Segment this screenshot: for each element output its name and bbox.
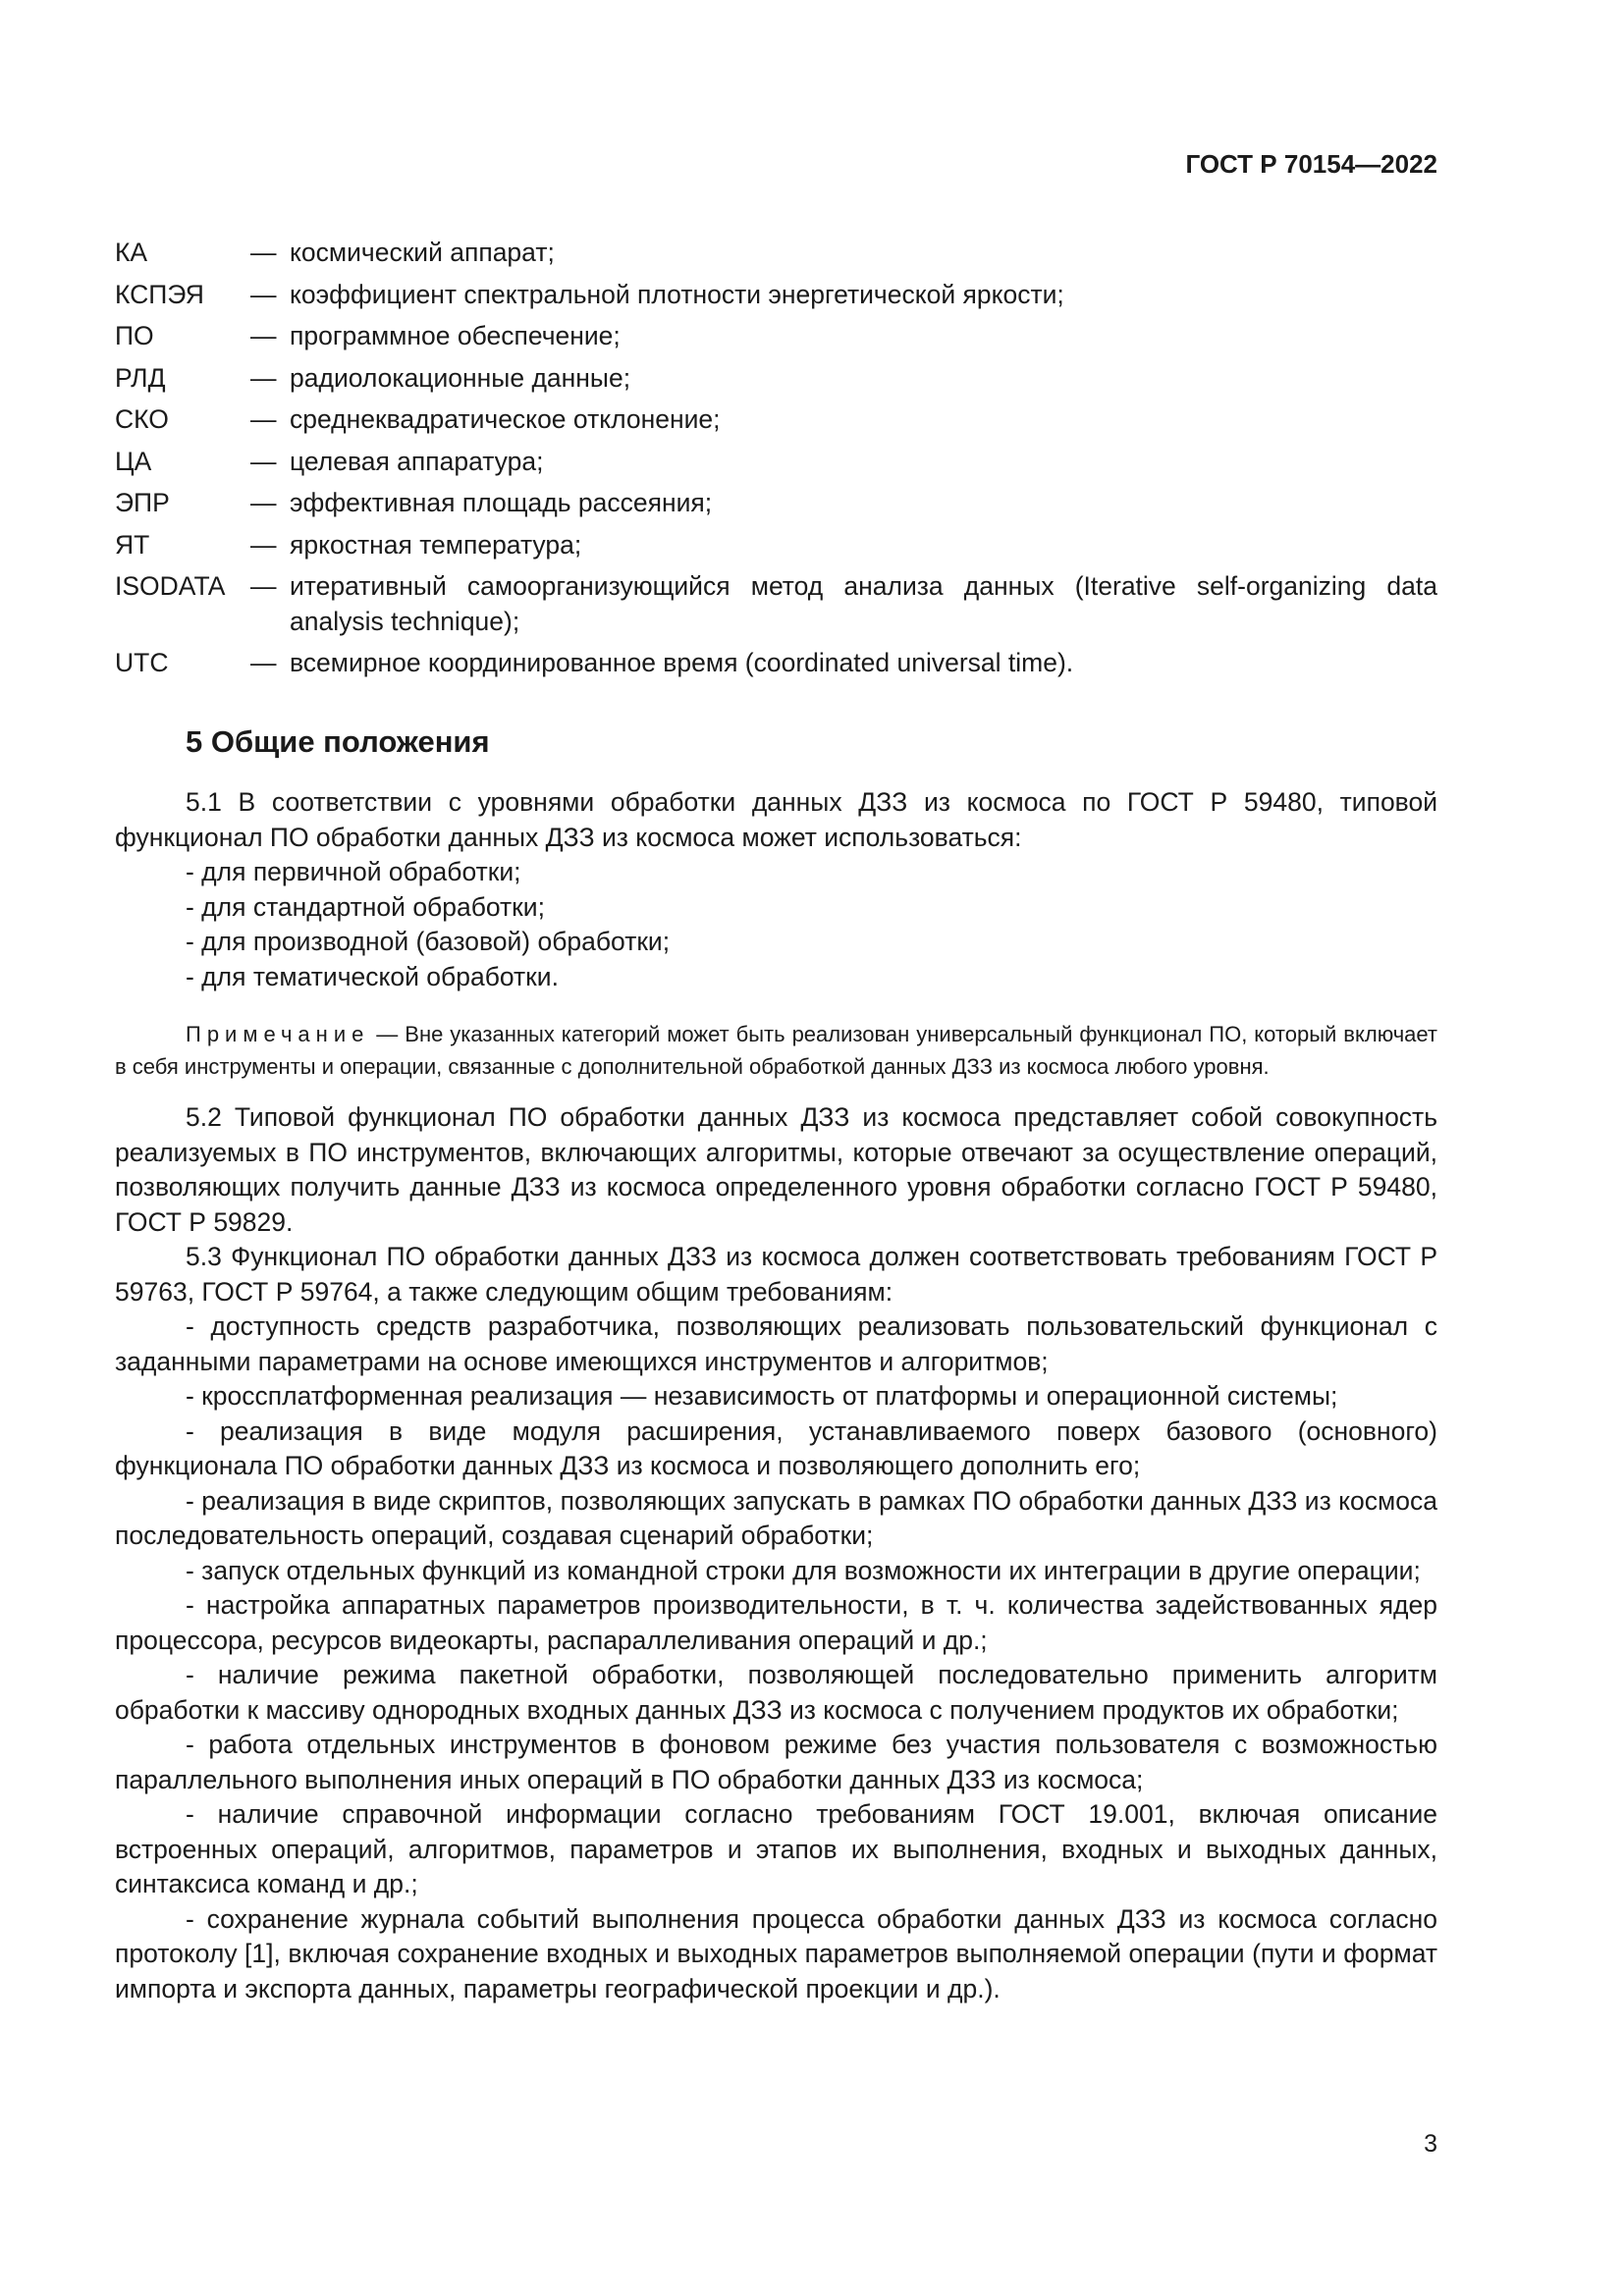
- abbreviation-term: КА: [115, 238, 148, 267]
- list-item: - кроссплатформенная реализация — независимость от платформы и операционной системы;: [186, 1381, 1338, 1411]
- abbreviation-dash: —: [250, 362, 277, 393]
- list-item: - настройка аппаратных параметров производительности, в т. ч. количества задействованных ядер процессора, ресурсов видеокарты, распараллеливания операций и др.;: [115, 1590, 1437, 1655]
- abbreviation-dash: —: [250, 238, 277, 267]
- abbreviation-dash: —: [250, 404, 277, 434]
- note: [115, 1018, 1437, 1083]
- abbreviation-dash: —: [250, 571, 277, 601]
- paragraph-5-2: 5.2 Типовой функционал ПО обработки данных ДЗЗ из космоса представляет собой совокупность реализуемых в ПО инструментов, включающих алгоритмы, которые отвечают за осуществление операций, позволяющих получить данные ДЗЗ из космоса определенного уровня обработки согласно ГОСТ Р 59480, ГОСТ Р 59829.: [115, 1102, 1437, 1237]
- abbreviation-row: [115, 486, 1437, 521]
- abbreviation-row: [115, 528, 1437, 563]
- abbreviation-row: [115, 445, 1437, 480]
- abbreviation-list: [115, 236, 1437, 688]
- abbreviation-term: UTC: [115, 648, 169, 677]
- paragraph-5-3: 5.3 Функционал ПО обработки данных ДЗЗ из космоса должен соответствовать требованиям ГОСТ Р 59763, ГОСТ Р 59764, а также следующим общим требованиям:: [115, 1242, 1437, 1307]
- abbreviation-row: [115, 236, 1437, 271]
- abbreviation-term: ЦА: [115, 446, 152, 476]
- abbreviation-dash: —: [250, 488, 277, 517]
- list-item: - доступность средств разработчика, позволяющих реализовать пользовательский функционал с заданными параметрами на основе имеющихся инструментов и алгоритмов;: [115, 1311, 1437, 1376]
- abbreviation-term: КСПЭЯ: [115, 279, 204, 309]
- list-item: - наличие справочной информации согласно требованиям ГОСТ 19.001, включая описание встроенных операций, алгоритмов, параметров и этапов их выполнения, входных и выходных данных, синтаксиса команд и др.;: [115, 1799, 1437, 1898]
- abbreviation-dash: —: [250, 446, 277, 476]
- abbreviation-definition: яркостная температура;: [290, 529, 582, 560]
- abbreviation-dash: —: [250, 279, 277, 309]
- list-item: - для первичной обработки;: [186, 857, 521, 886]
- abbreviation-definition: эффективная площадь рассеяния;: [290, 488, 713, 517]
- abbreviation-row: [115, 278, 1437, 313]
- list-item: - работа отдельных инструментов в фоновом режиме без участия пользователя с возможностью параллельного выполнения иных операций в ПО обработки данных ДЗЗ из космоса;: [115, 1730, 1437, 1794]
- abbreviation-term: ЭПР: [115, 488, 170, 517]
- abbreviation-term: РЛД: [115, 362, 166, 393]
- abbreviation-definition: целевая аппаратура;: [290, 446, 544, 476]
- list-item: - для производной (базовой) обработки;: [186, 927, 671, 956]
- abbreviation-definition: итеративный самоорганизующийся метод анализа данных (Iterative self-organizing data analysis technique);: [290, 571, 1437, 636]
- abbreviation-definition: среднеквадратическое отклонение;: [290, 404, 721, 434]
- note-label: Примечание: [186, 1022, 370, 1046]
- abbreviation-row: [115, 569, 1437, 639]
- abbreviation-dash: —: [250, 648, 277, 677]
- list-item: - реализация в виде скриптов, позволяющих запускать в рамках ПО обработки данных ДЗЗ из космоса последовательность операций, создавая сценарий обработки;: [115, 1485, 1437, 1550]
- abbreviation-term: ISODATA: [115, 571, 226, 601]
- abbreviation-row: [115, 361, 1437, 397]
- list-item: - реализация в виде модуля расширения, устанавливаемого поверх базового (основного) функционала ПО обработки данных ДЗЗ из космоса и позволяющего дополнить его;: [115, 1415, 1437, 1480]
- list-item: - наличие режима пакетной обработки, позволяющей последовательно применить алгоритм обработки к массиву однородных входных данных ДЗЗ из космоса с получением продуктов их обработки;: [115, 1660, 1437, 1725]
- abbreviation-definition: коэффициент спектральной плотности энергетической яркости;: [290, 279, 1064, 309]
- abbreviation-term: СКО: [115, 404, 169, 434]
- list-item: - запуск отдельных функций из командной строки для возможности их интеграции в другие операции;: [186, 1555, 1421, 1585]
- paragraph-5-1: 5.1 В соответствии с уровнями обработки данных ДЗЗ из космоса по ГОСТ Р 59480, типовой функционал ПО обработки данных ДЗЗ из космоса может использоваться:: [115, 787, 1437, 852]
- document-code: ГОСТ Р 70154—2022: [1185, 149, 1437, 179]
- page-number: 3: [1424, 2130, 1437, 2158]
- abbreviation-definition: радиолокационные данные;: [290, 362, 631, 393]
- note-text: — Вне указанных категорий может быть реализован универсальный функционал ПО, который включает в себя инструменты и операции, связанные с дополнительной обработкой данных ДЗЗ из космоса любого уровня.: [115, 1022, 1437, 1079]
- abbreviation-row: [115, 319, 1437, 354]
- list-item: - для тематической обработки.: [186, 961, 559, 991]
- abbreviation-row: [115, 402, 1437, 438]
- list-item: - сохранение журнала событий выполнения процесса обработки данных ДЗЗ из космоса согласно протоколу [1], включая сохранение входных и выходных параметров выполняемой операции (пути и формат импорта и экспорта данных, параметры географической проекции и др.).: [115, 1903, 1437, 2003]
- section-body: [115, 785, 1437, 2006]
- abbreviation-definition: программное обеспечение;: [290, 321, 621, 350]
- abbreviation-row: [115, 646, 1437, 681]
- abbreviation-term: ПО: [115, 321, 154, 350]
- list-item: - для стандартной обработки;: [186, 891, 545, 922]
- abbreviation-dash: —: [250, 321, 277, 350]
- abbreviation-definition: космический аппарат;: [290, 238, 555, 267]
- abbreviation-dash: —: [250, 529, 277, 560]
- abbreviation-definition: всемирное координированное время (coordinated universal time).: [290, 648, 1074, 677]
- section-title: 5 Общие положения: [186, 724, 490, 759]
- abbreviation-term: ЯТ: [115, 529, 150, 560]
